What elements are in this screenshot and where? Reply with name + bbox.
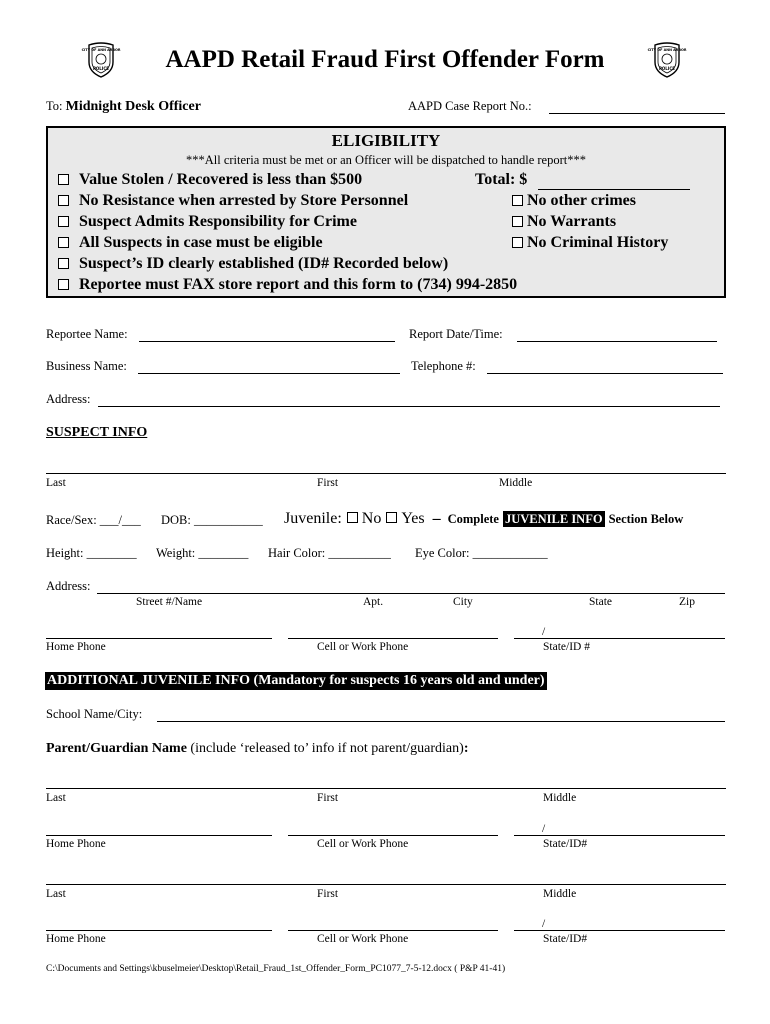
business-name-field[interactable]	[138, 373, 400, 374]
height-field[interactable]: Height: ________	[46, 546, 137, 560]
juvenile-yes-checkbox-icon[interactable]	[386, 512, 397, 523]
parent1-home-phone-field[interactable]	[46, 835, 272, 836]
to-line	[46, 99, 201, 115]
parent2-home-phone-field[interactable]	[46, 930, 272, 931]
total-field[interactable]	[538, 189, 690, 190]
suspect-home-phone-field[interactable]	[46, 638, 272, 639]
parent1-first-label: First	[317, 792, 339, 804]
criteria-no-criminal-history[interactable]	[512, 234, 668, 252]
school-name-field[interactable]	[157, 721, 725, 722]
section-below-label: Section Below	[608, 512, 684, 526]
parent2-middle-label: Middle	[543, 888, 577, 900]
dob-field[interactable]: DOB: ___________	[161, 513, 263, 527]
criteria-fax-report[interactable]	[58, 276, 517, 294]
parent-guardian-label	[46, 741, 468, 757]
suspect-cell-phone-label: Cell or Work Phone	[317, 641, 409, 653]
report-date-field[interactable]	[517, 341, 717, 342]
footer-file-path: C:\Documents and Settings\kbuselmeier\Desktop\Retail_Fraud_1st_Offender_Form_PC1077_7-5-12.docx ( P&P 41-41)	[46, 964, 506, 974]
parent1-home-phone-label: Home Phone	[46, 838, 106, 850]
parent2-state-id-label: State/ID#	[543, 933, 588, 945]
to-value: Midnight Desk Officer	[65, 99, 201, 114]
suspect-state-id-field[interactable]	[514, 638, 725, 639]
eligibility-note: ***All criteria must be met or an Officer will be dispatched to handle report***	[186, 153, 586, 167]
telephone-field[interactable]	[487, 373, 723, 374]
suspect-first-label: First	[317, 477, 339, 489]
eligibility-heading: ELIGIBILITY	[331, 131, 441, 150]
street-label: Street #/Name	[136, 596, 203, 608]
criteria-no-other-crimes[interactable]	[512, 192, 636, 210]
criteria-label: No Criminal History	[527, 234, 669, 251]
parent1-state-id-field[interactable]	[514, 835, 725, 836]
checkbox-icon[interactable]	[58, 279, 69, 290]
criteria-label: No Resistance when arrested by Store Personnel	[79, 192, 409, 209]
checkbox-icon[interactable]	[58, 237, 69, 248]
criteria-label: Reportee must FAX store report and this form to (734) 994-2850	[79, 276, 518, 293]
checkbox-icon[interactable]	[58, 216, 69, 227]
business-name-label: Business Name:	[46, 359, 127, 373]
checkbox-icon[interactable]	[512, 216, 523, 227]
juvenile-info-heading: ADDITIONAL JUVENILE INFO (Mandatory for suspects 16 years old and under)	[47, 673, 545, 688]
parent1-cell-phone-field[interactable]	[288, 835, 498, 836]
badge-right-top-text: CITY OF ANN ARBOR	[647, 48, 687, 52]
page-title: AAPD Retail Fraud First Offender Form	[165, 46, 605, 73]
parent2-first-label: First	[317, 888, 339, 900]
case-report-field[interactable]	[549, 113, 725, 114]
suspect-state-id-label: State/ID #	[543, 641, 590, 653]
report-date-label: Report Date/Time:	[409, 327, 503, 341]
parent2-name-field[interactable]	[46, 884, 726, 885]
total-label: Total: $	[475, 171, 528, 188]
criteria-value-stolen[interactable]	[58, 171, 362, 189]
state-label: State	[589, 596, 612, 608]
juvenile-info-tag: JUVENILE INFO	[504, 512, 603, 526]
criteria-all-suspects[interactable]	[58, 234, 323, 252]
suspect-name-field[interactable]	[46, 473, 726, 474]
juvenile-yes-label: Yes	[401, 510, 425, 527]
criteria-admits[interactable]	[58, 213, 357, 231]
apt-label: Apt.	[363, 596, 384, 608]
city-label: City	[453, 596, 473, 608]
juvenile-no-label: No	[361, 510, 382, 527]
reportee-name-label: Reportee Name:	[46, 327, 128, 341]
criteria-label: All Suspects in case must be eligible	[79, 234, 323, 251]
case-report-label: AAPD Case Report No.:	[408, 99, 532, 113]
parent-guardian-colon: :	[463, 741, 469, 756]
criteria-label: Value Stolen / Recovered is less than $500	[79, 171, 363, 188]
suspect-address-label: Address:	[46, 579, 91, 593]
suspect-address-field[interactable]	[97, 593, 725, 594]
checkbox-icon[interactable]	[512, 237, 523, 248]
parent2-home-phone-label: Home Phone	[46, 933, 106, 945]
parent2-last-label: Last	[46, 888, 66, 900]
eye-color-field[interactable]: Eye Color: ____________	[415, 546, 548, 560]
juvenile-label: Juvenile:	[284, 510, 342, 527]
complete-label: Complete	[447, 512, 499, 526]
zip-label: Zip	[679, 596, 695, 608]
parent1-cell-phone-label: Cell or Work Phone	[317, 838, 409, 850]
criteria-no-resistance[interactable]	[58, 192, 408, 210]
weight-field[interactable]: Weight: ________	[156, 546, 249, 560]
checkbox-icon[interactable]	[58, 258, 69, 269]
telephone-label: Telephone #:	[411, 359, 476, 373]
reportee-name-field[interactable]	[139, 341, 395, 342]
suspect-middle-label: Middle	[499, 477, 533, 489]
criteria-label: Suspect Admits Responsibility for Crime	[79, 213, 357, 230]
parent1-last-label: Last	[46, 792, 66, 804]
checkbox-icon[interactable]	[512, 195, 523, 206]
checkbox-icon[interactable]	[58, 195, 69, 206]
race-sex-field[interactable]: Race/Sex: ___/___	[46, 513, 141, 527]
suspect-home-phone-label: Home Phone	[46, 641, 106, 653]
suspect-cell-phone-field[interactable]	[288, 638, 498, 639]
checkbox-icon[interactable]	[58, 174, 69, 185]
suspect-last-label: Last	[46, 477, 66, 489]
parent1-state-id-slash: /	[542, 823, 546, 835]
juvenile-no-checkbox-icon[interactable]	[347, 512, 358, 523]
badge-left-bottom-text: POLICE	[92, 66, 110, 71]
parent2-state-id-slash: /	[542, 918, 546, 930]
school-name-label: School Name/City:	[46, 707, 143, 721]
criteria-id-established[interactable]	[58, 255, 448, 273]
dash: –	[432, 510, 441, 527]
suspect-info-heading: SUSPECT INFO	[46, 425, 148, 440]
criteria-label: Suspect’s ID clearly established (ID# Recorded below)	[79, 255, 449, 272]
parent-guardian-name-label: Parent/Guardian Name	[46, 741, 187, 756]
parent1-middle-label: Middle	[543, 792, 577, 804]
reportee-address-field[interactable]	[98, 406, 720, 407]
to-label: To:	[46, 99, 63, 113]
badge-right-bottom-text: POLICE	[658, 66, 676, 71]
badge-left-top-text: CITY OF ANN ARBOR	[81, 48, 121, 52]
juvenile-row	[284, 510, 683, 528]
criteria-no-warrants[interactable]	[512, 213, 616, 231]
parent1-name-field[interactable]	[46, 788, 726, 789]
parent-guardian-note: (include ‘released to’ info if not parent/guardian)	[190, 741, 464, 756]
hair-color-field[interactable]: Hair Color: __________	[268, 546, 391, 560]
parent1-state-id-label: State/ID#	[543, 838, 588, 850]
parent2-cell-phone-label: Cell or Work Phone	[317, 933, 409, 945]
parent2-cell-phone-field[interactable]	[288, 930, 498, 931]
criteria-label: No Warrants	[527, 213, 617, 230]
criteria-label: No other crimes	[527, 192, 636, 209]
suspect-state-id-slash: /	[542, 626, 546, 638]
reportee-address-label: Address:	[46, 392, 91, 406]
parent2-state-id-field[interactable]	[514, 930, 725, 931]
